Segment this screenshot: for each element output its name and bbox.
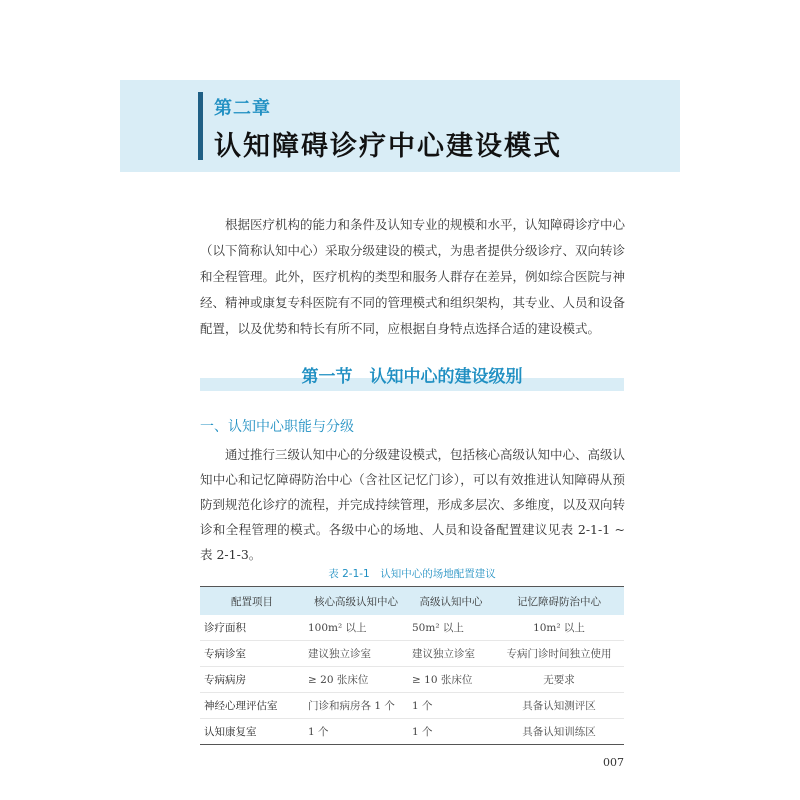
table-cell: 100m² 以上 bbox=[304, 615, 408, 641]
section-title: 第一节 认知中心的建设级别 bbox=[301, 367, 523, 387]
table-cell: 专病诊室 bbox=[200, 641, 304, 667]
table-cell: 具备认知测评区 bbox=[494, 693, 624, 719]
table-row bbox=[200, 693, 624, 719]
chapter-accent-bar bbox=[198, 92, 203, 160]
page-number: 007 bbox=[603, 756, 624, 769]
table-row bbox=[200, 667, 624, 693]
table-caption: 表 2-1-1 认知中心的场地配置建议 bbox=[328, 568, 496, 580]
table-row bbox=[200, 641, 624, 667]
table-cell: 认知康复室 bbox=[200, 719, 304, 745]
table-cell: 无要求 bbox=[494, 667, 624, 693]
table-row bbox=[200, 719, 624, 745]
table-header-row bbox=[200, 587, 624, 616]
table-header-cell: 配置项目 bbox=[200, 587, 304, 616]
table-cell: 10m² 以上 bbox=[494, 615, 624, 641]
table-cell: 1 个 bbox=[408, 693, 494, 719]
table-cell: ≥ 10 张床位 bbox=[408, 667, 494, 693]
site-config-table bbox=[200, 586, 624, 745]
table-cell: ≥ 20 张床位 bbox=[304, 667, 408, 693]
chapter-label: 第二章 bbox=[214, 98, 271, 119]
table-cell: 门诊和病房各 1 个 bbox=[304, 693, 408, 719]
table-cell: 诊疗面积 bbox=[200, 615, 304, 641]
table-header-cell: 核心高级认知中心 bbox=[304, 587, 408, 616]
table-cell: 建议独立诊室 bbox=[304, 641, 408, 667]
table-cell: 神经心理评估室 bbox=[200, 693, 304, 719]
table-cell: 建议独立诊室 bbox=[408, 641, 494, 667]
table-cell: 专病门诊时间独立使用 bbox=[494, 641, 624, 667]
table-header-cell: 高级认知中心 bbox=[408, 587, 494, 616]
table-cell: 具备认知训练区 bbox=[494, 719, 624, 745]
table-cell: 1 个 bbox=[304, 719, 408, 745]
body-paragraph: 通过推行三级认知中心的分级建设模式，包括核心高级认知中心、高级认知中心和记忆障碍防治中心（含社区记忆门诊），可以有效推进认知障碍从预防到规范化诊疗的流程，并完成持续管理，形成多层次、多维度，以及双向转诊和全程管理的模式。各级中心的场地、人员和设备配置建议见表 2-1-1 ~ 表 2-1-3。 bbox=[200, 447, 626, 562]
chapter-title: 认知障碍诊疗中心建设模式 bbox=[214, 131, 562, 162]
table-cell: 专病病房 bbox=[200, 667, 304, 693]
table-cell: 50m² 以上 bbox=[408, 615, 494, 641]
table-header-cell: 记忆障碍防治中心 bbox=[494, 587, 624, 616]
subsection-title: 一、认知中心职能与分级 bbox=[200, 419, 354, 435]
table-row bbox=[200, 615, 624, 641]
intro-paragraph: 根据医疗机构的能力和条件及认知专业的规模和水平，认知障碍诊疗中心（以下简称认知中心）采取分级建设的模式，为患者提供分级诊疗、双向转诊和全程管理。此外，医疗机构的类型和服务人群存在差异，例如综合医院与神经、精神或康复专科医院有不同的管理模式和组织架构，其专业、人员和设备配置，以及优势和特长有所不同，应根据自身特点选择合适的建设模式。 bbox=[200, 217, 626, 336]
table-cell: 1 个 bbox=[408, 719, 494, 745]
